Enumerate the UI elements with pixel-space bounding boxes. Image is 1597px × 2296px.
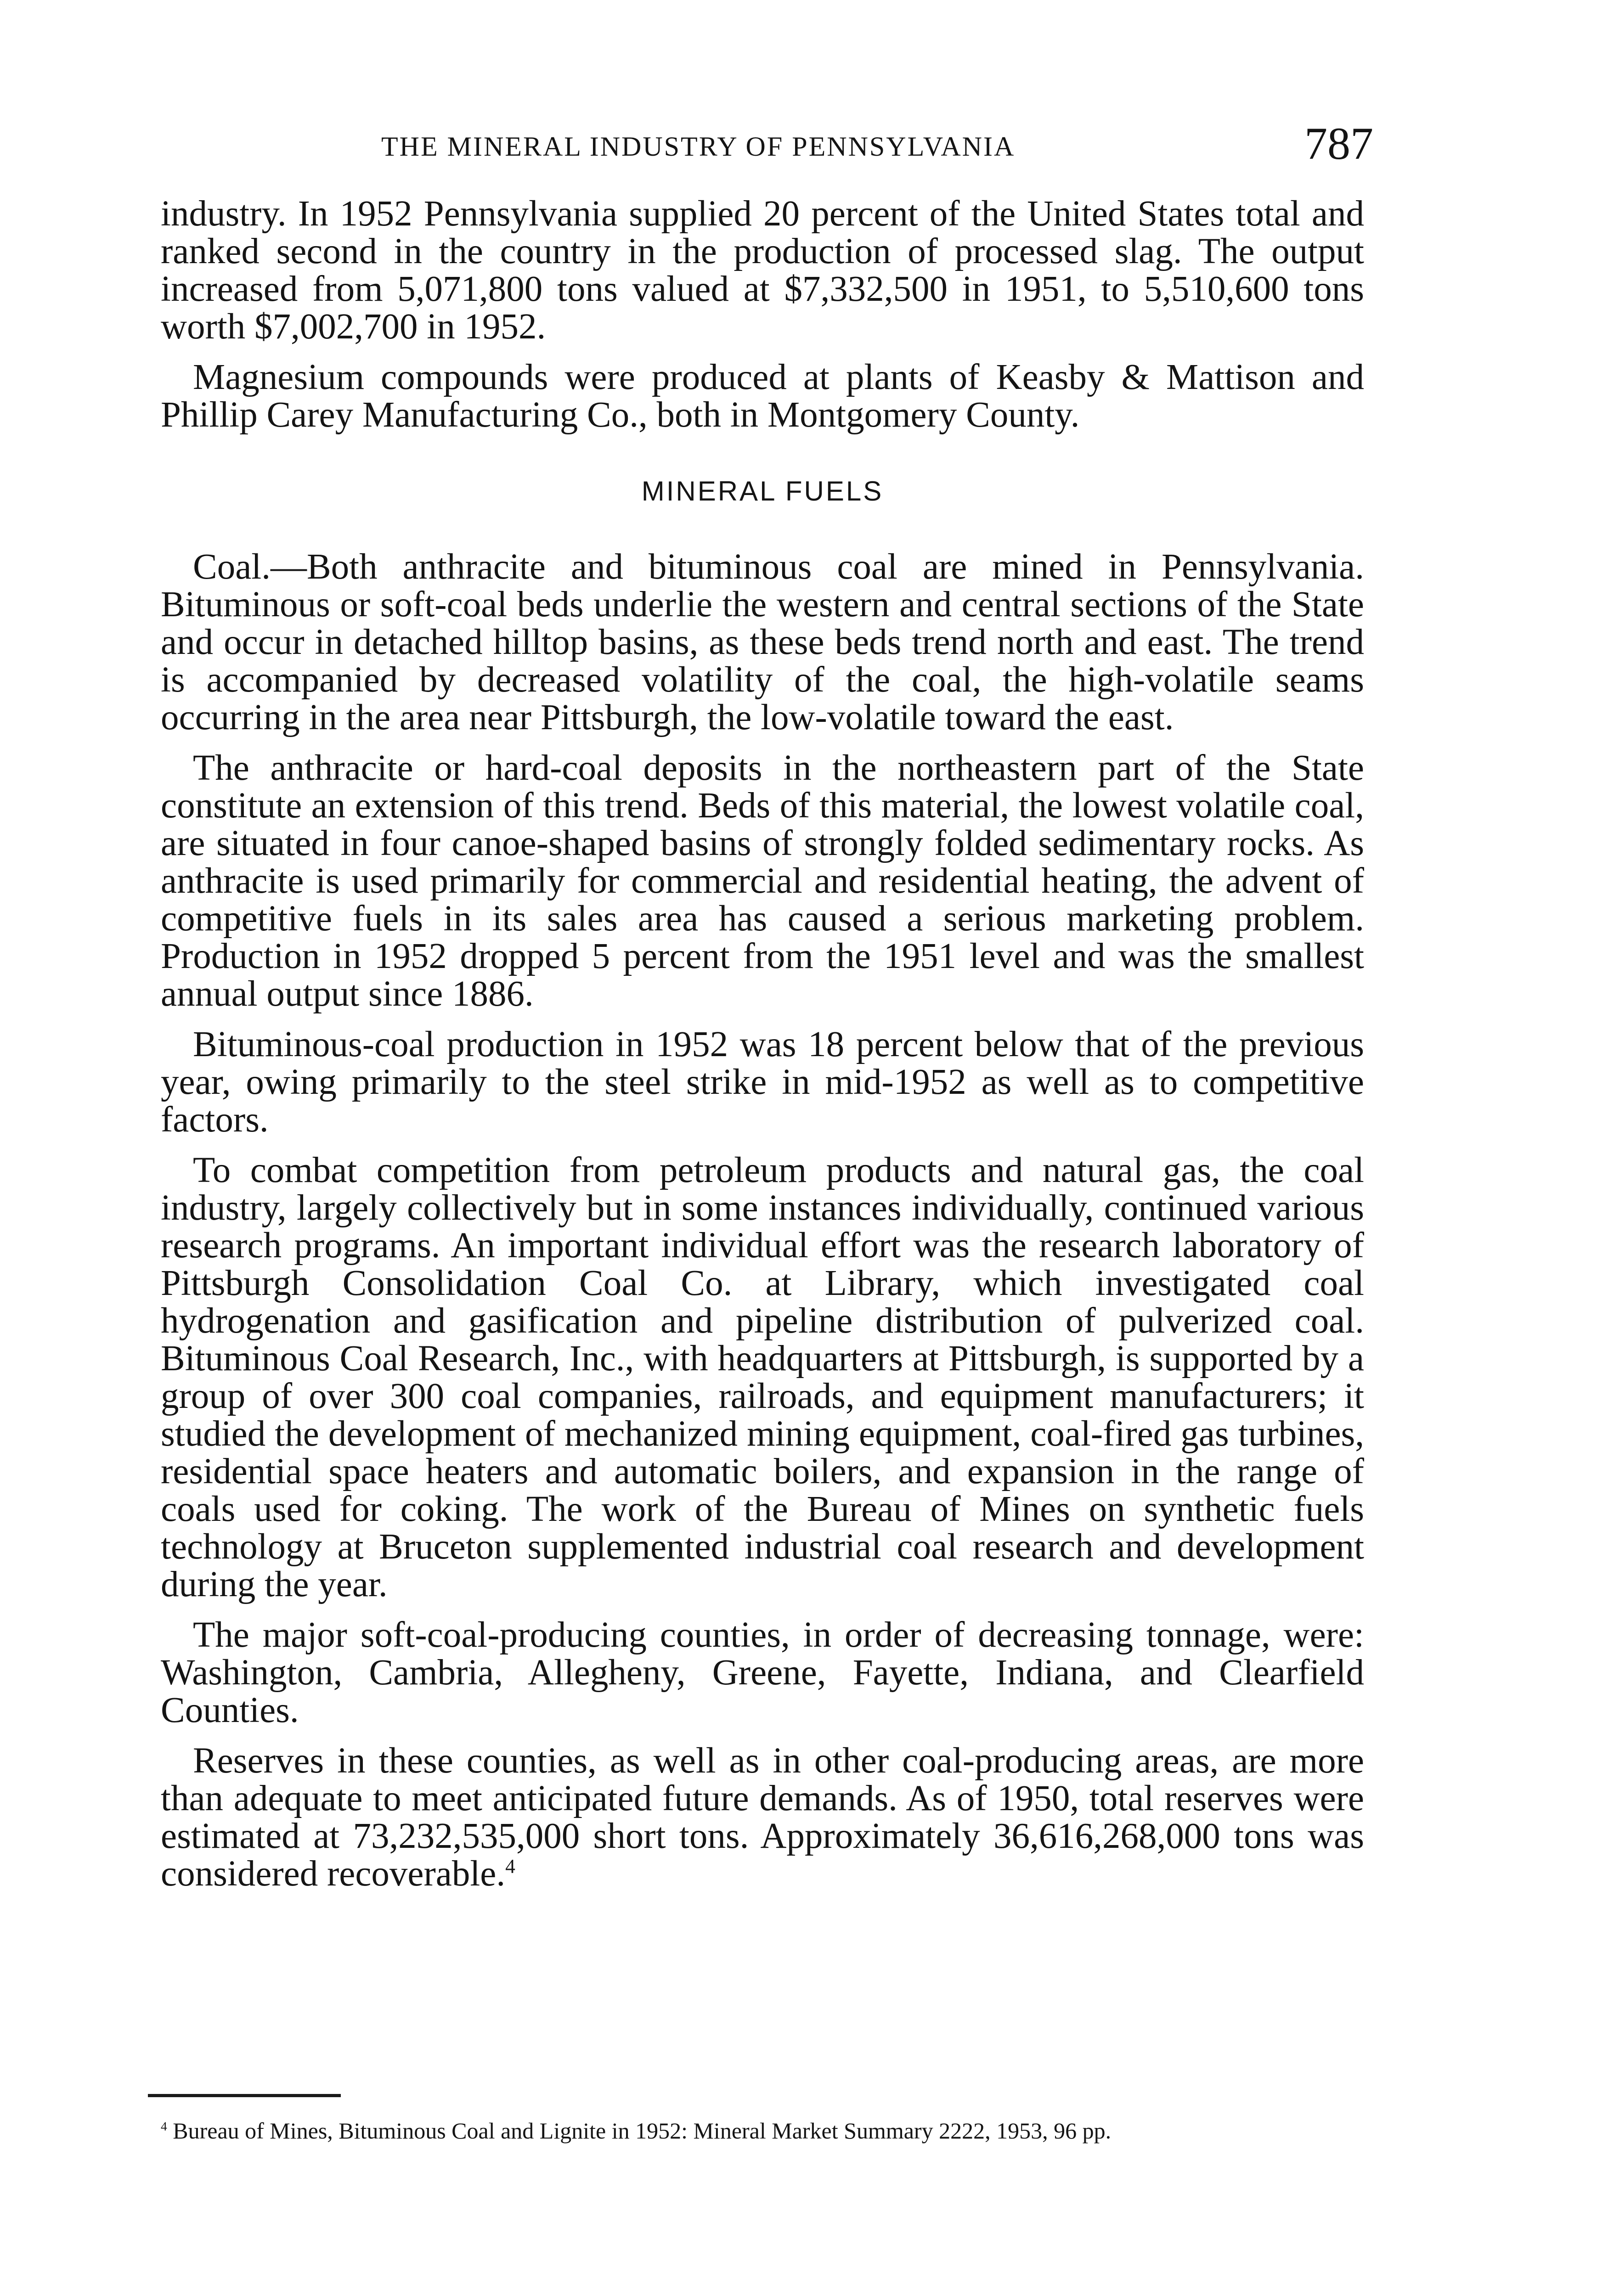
body-text [161, 195, 1364, 1906]
paragraph-bituminous-production: Bituminous-coal production in 1952 was 18 percent below that of the previous year, owing primarily to the steel strike in mid-1952 as well as to competitive factors. [161, 1024, 1364, 1140]
section-heading: MINERAL FUELS [641, 476, 884, 506]
paragraph-coal-text: —Both anthracite and bituminous coal are mined in Pennsylvania. Bituminous or soft-coal beds underlie the western and central sections of the State and occur in detached hilltop basins, as these beds trend north and east. The trend is accompanied by decreased volatility of the coal, the high-volatile seams occurring in the area near Pittsburgh, the low-volatile toward the east. [161, 547, 1364, 737]
running-title: THE MINERAL INDUSTRY OF PENNSYLVANIA [381, 131, 1016, 162]
paragraph-reserves-text: Reserves in these counties, as well as in other coal-producing areas, are more than adequate to meet anticipated future demands. As of 1950, total reserves were estimated at 73,232,535,000 short tons. Approximately 36,616,268,000 tons was considered recoverable. [161, 1741, 1364, 1894]
paragraph-coal [161, 548, 1364, 737]
paragraph-research: To combat competition from petroleum products and natural gas, the coal industry, largely collectively but in some instances individually, continued various research programs. An important individual effort was the research laboratory of Pittsburgh Consolidation Coal Co. at Library, which investigated coal hydrogenation and gasification and pipeline distribution of pulverized coal. Bituminous Coal Research, Inc., with headquarters at Pittsburgh, is supported by a group of over 300 coal companies, railroads, and equipment manufacturers; it studied the development of mechanized mining equipment, coal-fired gas turbines, residential space heaters and automatic boilers, and expansion in the range of coals used for coking. The work of the Bureau of Mines on synthetic fuels technology at Bruceton supplemented industrial coal research and development during the year. [161, 1150, 1364, 1604]
paragraph-anthracite: The anthracite or hard-coal deposits in the northeastern part of the State constitute an extension of this trend. Beds of this material, the lowest volatile coal, are situated in four canoe-shaped basins of strongly folded sedimentary rocks. As anthracite is used primarily for commercial and residential heating, the advent of competitive fuels in its sales area has caused a serious marketing problem. Production in 1952 dropped 5 percent from the 1951 level and was the smallest annual output since 1886. [161, 748, 1364, 1014]
running-head [156, 117, 1373, 186]
paragraph-magnesium: Magnesium compounds were produced at plants of Keasby & Mattison and Phillip Carey Manufacturing Co., both in Montgomery County. [161, 357, 1364, 435]
footnote-reference: 4 [505, 1855, 515, 1878]
runin-heading: Coal. [193, 547, 271, 587]
footnote-marker: 4 [161, 2119, 167, 2133]
paragraph-reserves [161, 1742, 1364, 1893]
footnote [161, 2117, 1364, 2144]
footnote-rule [148, 2094, 341, 2097]
footnote-text: Bureau of Mines, Bituminous Coal and Lignite in 1952: Mineral Market Summary 2222, 1953, 96 pp. [167, 2118, 1112, 2144]
paragraph-slag: industry. In 1952 Pennsylvania supplied 20 percent of the United States total and ranked second in the country in the production of processed slag. The output increased from 5,071,800 tons valued at $7,332,500 in 1951, to 5,510,600 tons worth $7,002,700 in 1952. [161, 194, 1364, 347]
page-number: 787 [1304, 118, 1373, 169]
paragraph-counties: The major soft-coal-producing counties, in order of decreasing tonnage, were: Washington, Cambria, Allegheny, Greene, Fayette, Indiana, and Clearfield Counties. [161, 1615, 1364, 1730]
